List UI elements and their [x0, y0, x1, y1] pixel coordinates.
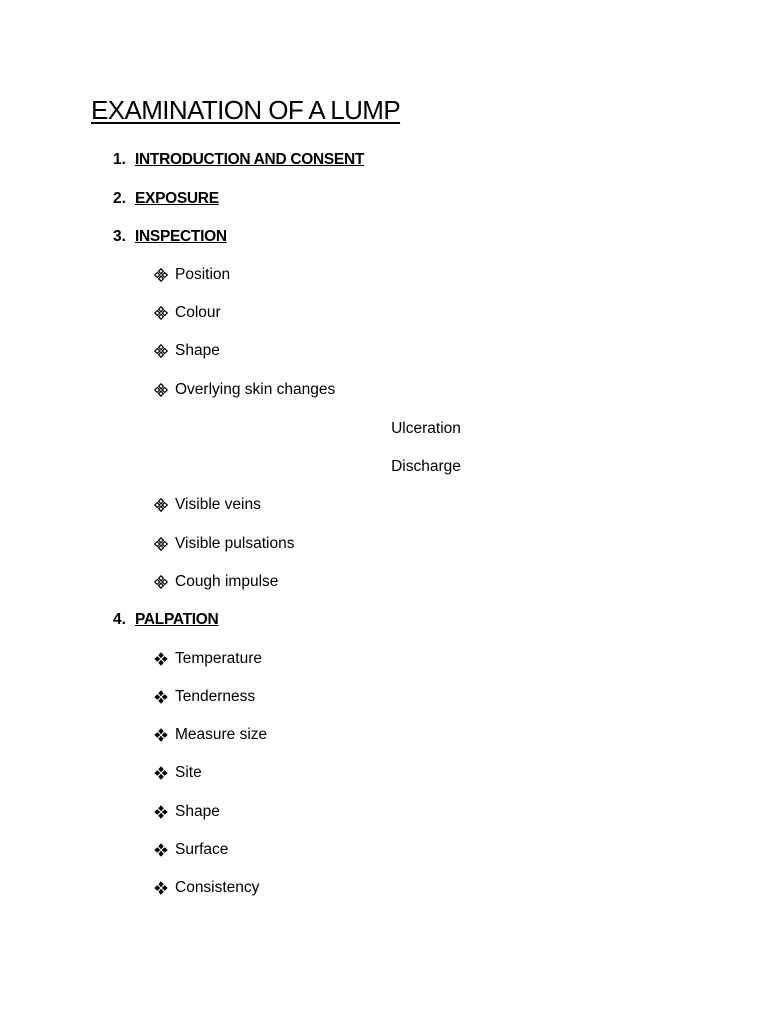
list-item-label: Surface — [175, 841, 229, 858]
list-item-label: Overlying skin changes — [175, 381, 336, 398]
section-number: 2. — [113, 190, 126, 207]
outline-four-diamond-icon — [154, 306, 168, 320]
outline-four-diamond-icon — [154, 344, 168, 358]
outline-four-diamond-icon — [154, 537, 168, 551]
list-item-label: Temperature — [175, 650, 263, 667]
outline-four-diamond-icon — [154, 383, 168, 397]
list-item-label: Shape — [175, 803, 220, 820]
list-item-label: Visible veins — [175, 496, 261, 513]
section-number: 1. — [113, 151, 126, 168]
list-item-label: Visible pulsations — [175, 535, 295, 552]
filled-four-diamond-icon — [154, 805, 168, 819]
filled-four-diamond-icon — [154, 881, 168, 895]
filled-four-diamond-icon — [154, 652, 168, 666]
section-label: INTRODUCTION AND CONSENT — [135, 151, 365, 168]
list-item-label: Colour — [175, 304, 221, 321]
sub-item-ulceration: Ulceration — [391, 420, 461, 437]
outline-four-diamond-icon — [154, 268, 168, 282]
section-label: INSPECTION — [135, 228, 227, 245]
list-item-label: Shape — [175, 342, 220, 359]
list-item-label: Consistency — [175, 879, 260, 896]
list-item-label: Site — [175, 764, 202, 781]
list-item-label: Position — [175, 266, 231, 283]
section-number: 4. — [113, 611, 126, 628]
filled-four-diamond-icon — [154, 728, 168, 742]
filled-four-diamond-icon — [154, 766, 168, 780]
list-item-label: Tenderness — [175, 688, 256, 705]
page-title: EXAMINATION OF A LUMP — [91, 95, 401, 125]
section-label: EXPOSURE — [135, 190, 219, 207]
outline-four-diamond-icon — [154, 498, 168, 512]
list-item-label: Cough impulse — [175, 573, 279, 590]
sub-item-discharge: Discharge — [391, 458, 461, 475]
section-label: PALPATION — [135, 611, 219, 628]
filled-four-diamond-icon — [154, 843, 168, 857]
section-number: 3. — [113, 228, 126, 245]
outline-four-diamond-icon — [154, 575, 168, 589]
filled-four-diamond-icon — [154, 690, 168, 704]
list-item-label: Measure size — [175, 726, 268, 743]
